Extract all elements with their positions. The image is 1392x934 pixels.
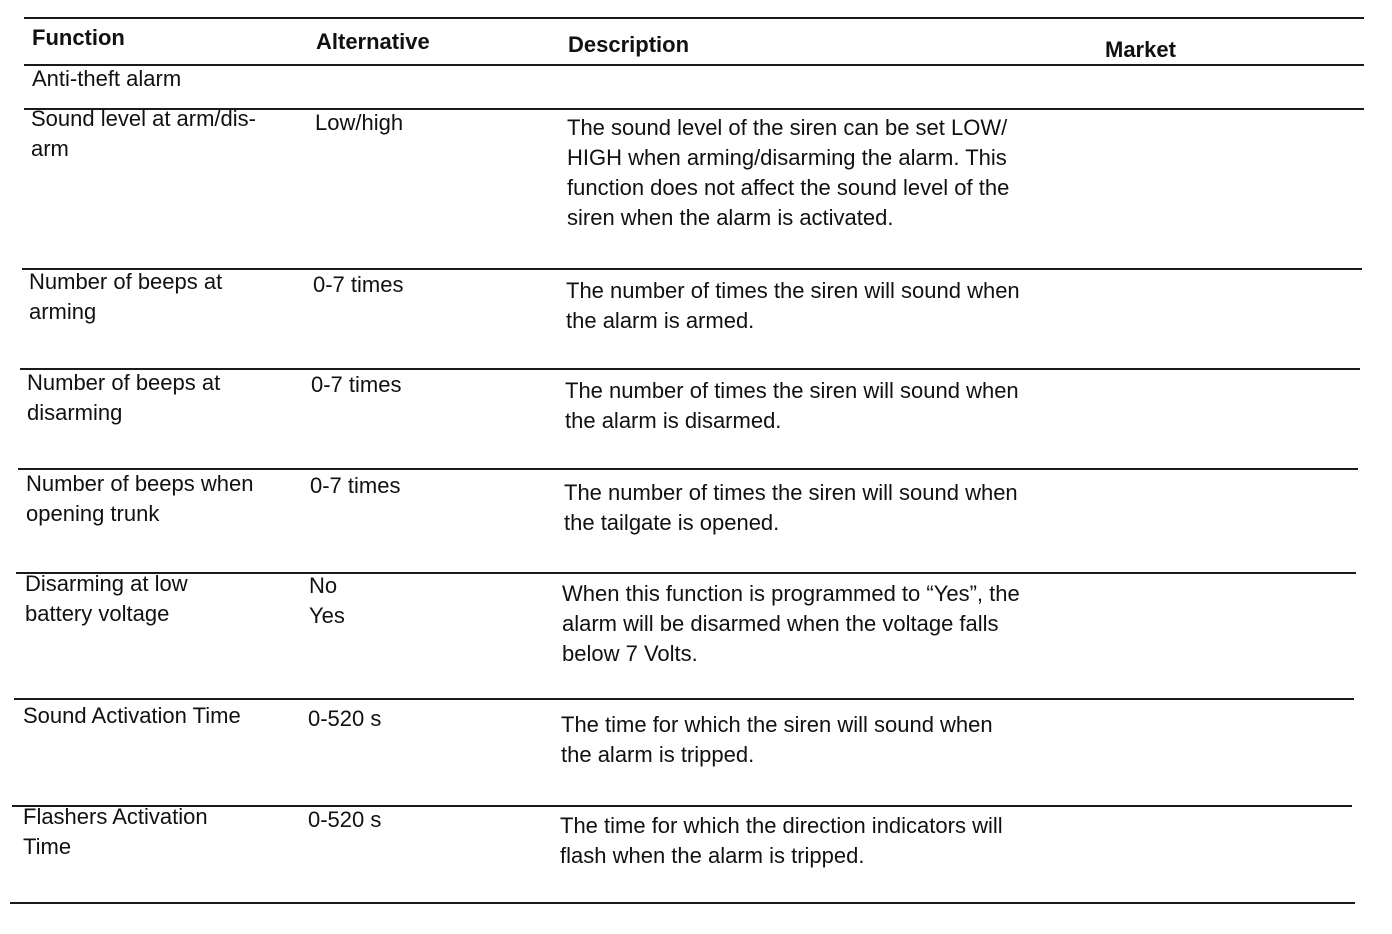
section-title: Anti-theft alarm xyxy=(32,66,182,91)
function-cell: Sound Activation Time xyxy=(23,703,241,728)
row-divider xyxy=(22,268,1362,270)
header-market: Market xyxy=(1105,37,1176,62)
description-cell: The number of times the siren will sound when the alarm is armed. xyxy=(566,278,1020,333)
description-cell: The number of times the siren will sound when the tailgate is opened. xyxy=(564,480,1018,535)
alternative-cell: 0-520 s xyxy=(308,706,382,731)
description-cell: The time for which the siren will sound when the alarm is tripped. xyxy=(561,712,993,767)
alternative-cell: 0-7 times xyxy=(310,473,401,498)
row-divider xyxy=(14,698,1354,700)
function-cell: Flashers Activation Time xyxy=(23,804,208,859)
alternative-cell: Low/high xyxy=(315,110,404,135)
description-cell: The sound level of the siren can be set LOW/ HIGH when arming/disarming the alarm. This function does not affect the sound level of the siren when the alarm is activated. xyxy=(567,115,1010,230)
alternative-cell: No Yes xyxy=(309,573,345,628)
row-divider xyxy=(20,368,1360,370)
alternative-cell: 0-7 times xyxy=(311,372,402,397)
function-cell: Number of beeps at arming xyxy=(29,269,223,324)
header-description: Description xyxy=(568,32,690,57)
table-bottom-rule xyxy=(10,902,1355,904)
description-cell: When this function is programmed to “Yes”, the alarm will be disarmed when the voltage falls below 7 Volts. xyxy=(562,581,1020,666)
function-cell: Number of beeps when opening trunk xyxy=(26,471,254,526)
header-function: Function xyxy=(32,25,125,50)
function-cell: Sound level at arm/dis- arm xyxy=(31,106,256,161)
row-divider xyxy=(16,572,1356,574)
description-cell: The number of times the siren will sound when the alarm is disarmed. xyxy=(565,378,1019,433)
function-cell: Disarming at low battery voltage xyxy=(25,571,188,626)
alternative-cell: 0-520 s xyxy=(308,807,382,832)
table-top-rule xyxy=(24,17,1364,19)
row-divider xyxy=(12,805,1352,807)
function-cell: Number of beeps at disarming xyxy=(27,370,221,425)
header-alternative: Alternative xyxy=(316,29,430,54)
alternative-cell: 0-7 times xyxy=(313,272,404,297)
description-cell: The time for which the direction indicators will flash when the alarm is tripped. xyxy=(560,813,1003,868)
